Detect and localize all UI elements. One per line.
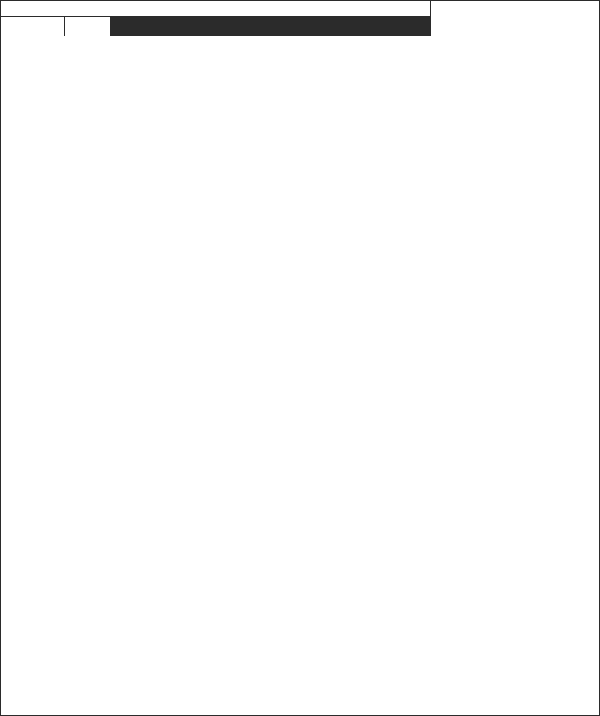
model-code bbox=[1, 17, 64, 36]
blank-code-box bbox=[65, 17, 110, 36]
function-column-header bbox=[431, 1, 599, 36]
table-header bbox=[1, 1, 599, 36]
table-title bbox=[1, 1, 430, 16]
